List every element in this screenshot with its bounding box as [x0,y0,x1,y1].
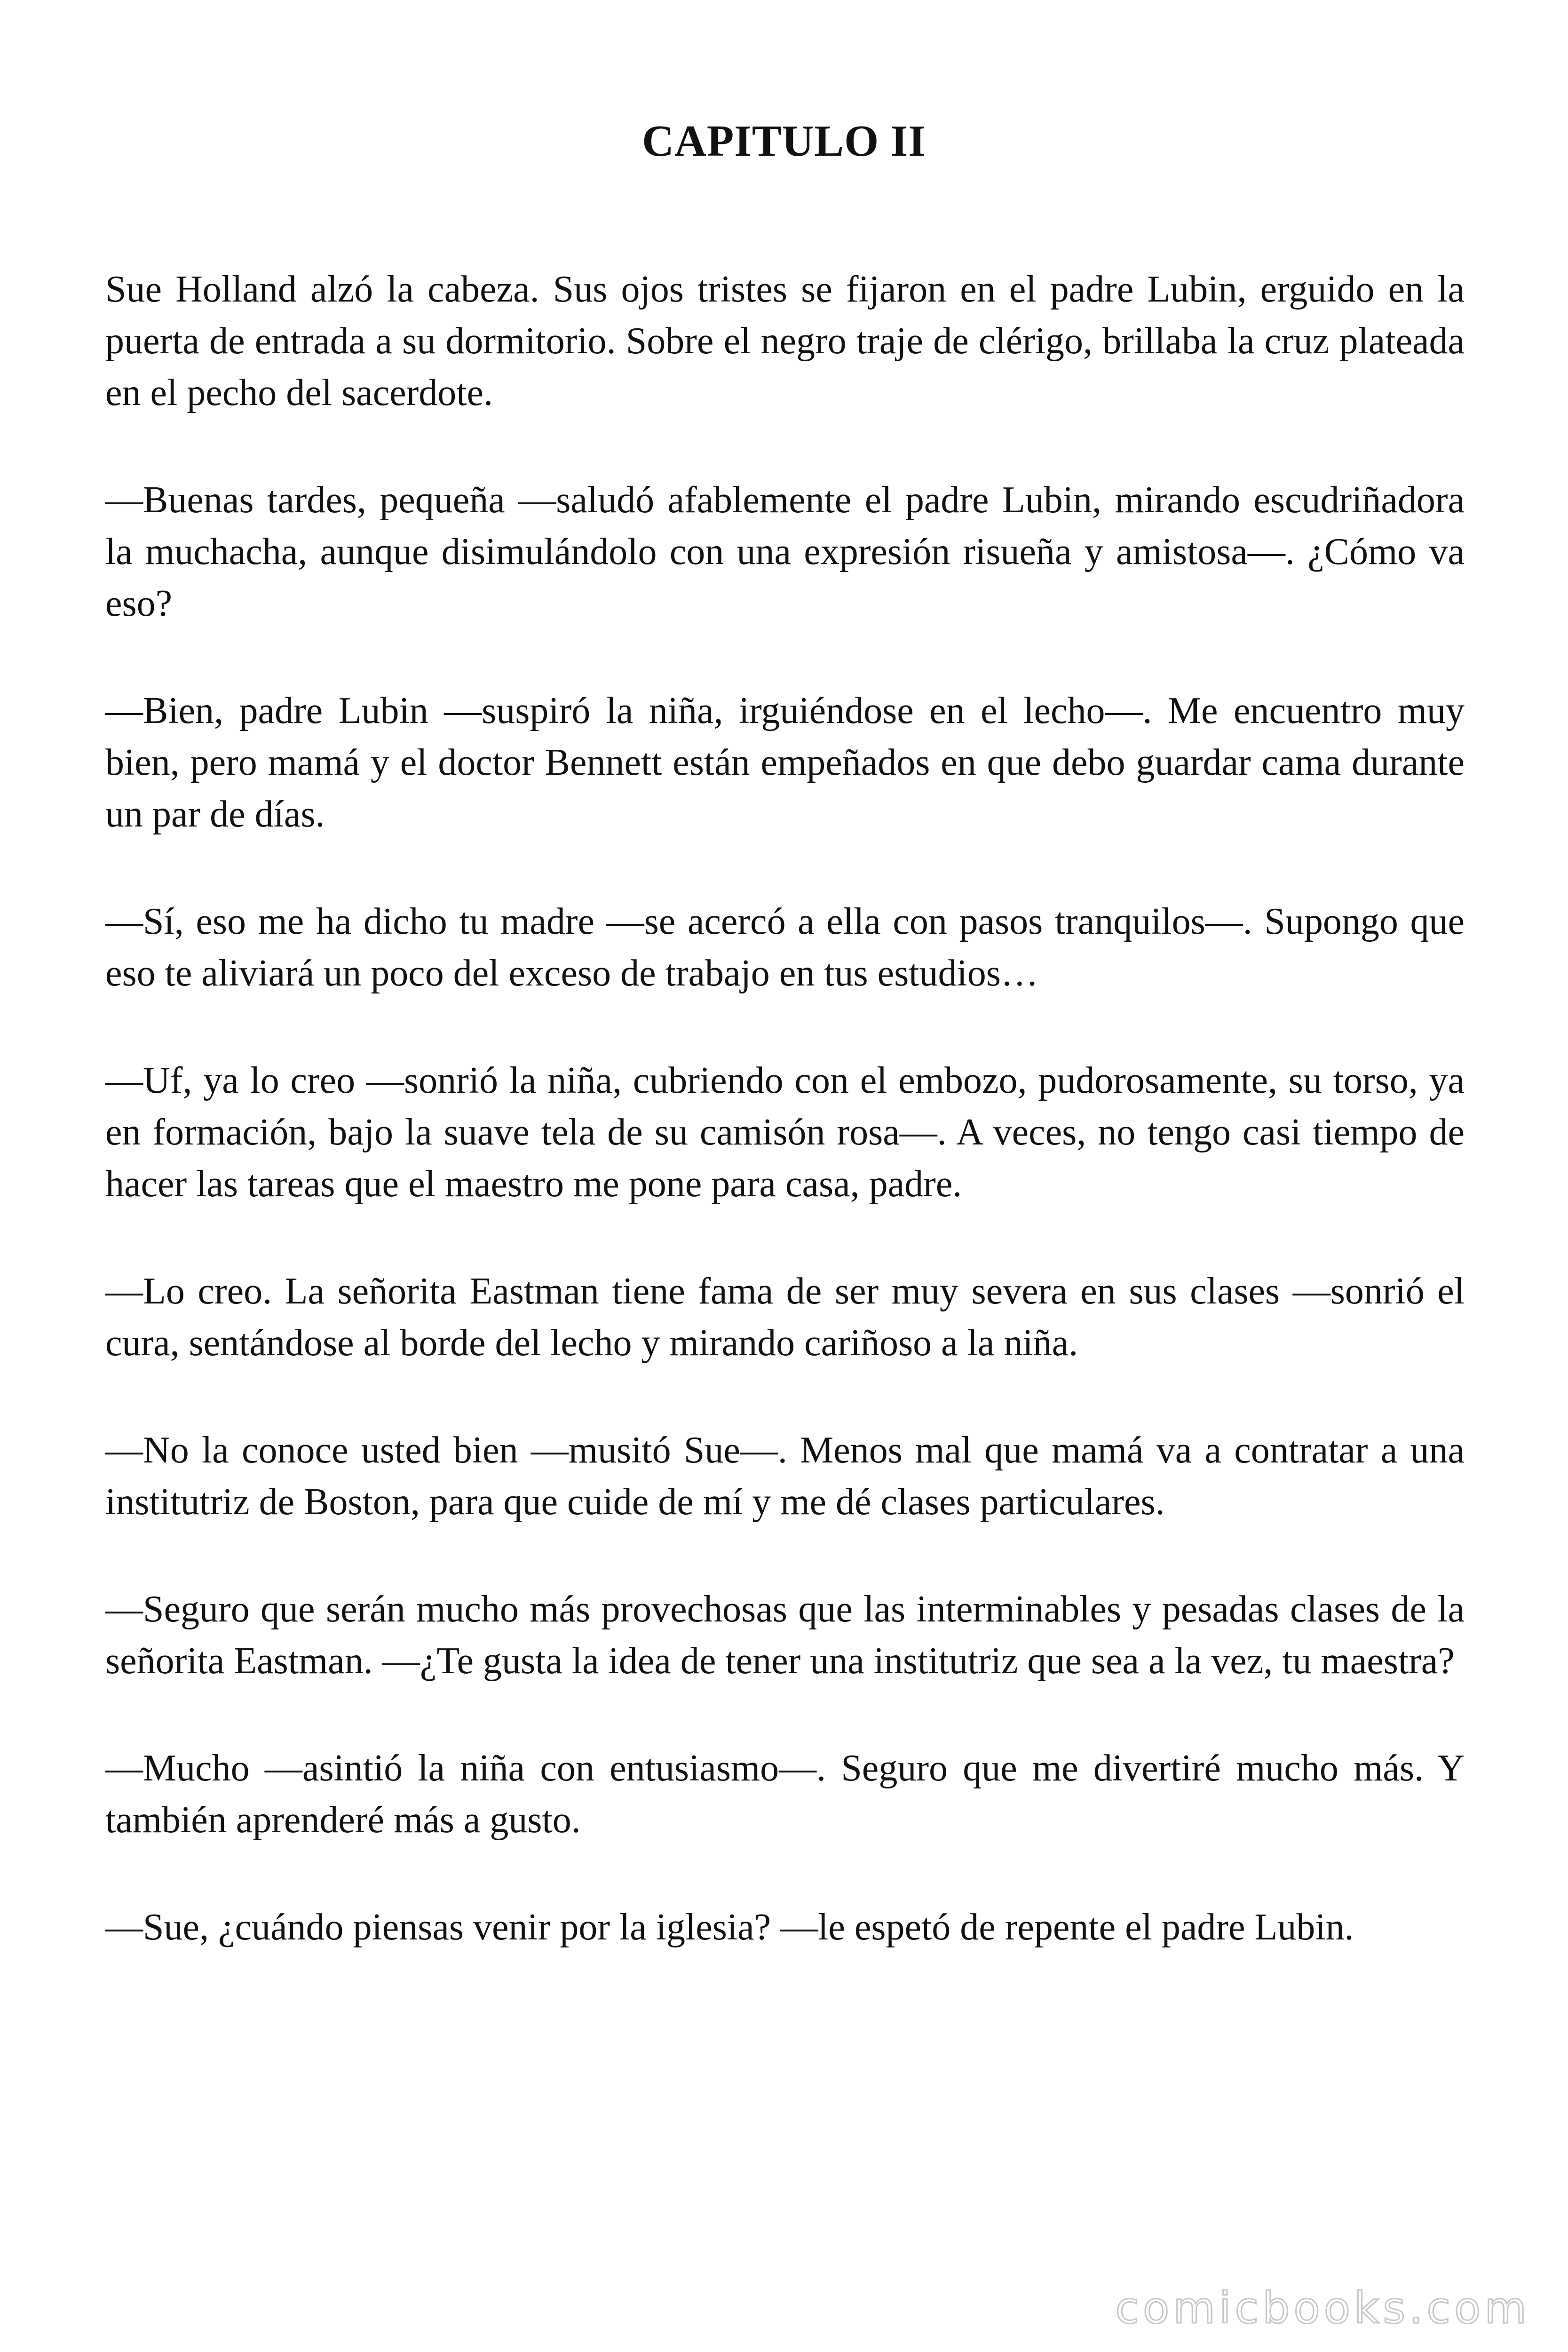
paragraph-5: —Uf, ya lo creo —sonrió la niña, cubriendo con el embozo, pudorosamente, su torso, ya en formación, bajo la suave tela de su camisón rosa—. A veces, no tengo casi tiempo de hacer las tareas que el maestro me pone para casa, padre. [105,1060,1465,1205]
paragraph-1: Sue Holland alzó la cabeza. Sus ojos tristes se fijaron en el padre Lubin, erguido en la puerta de entrada a su dormitorio. Sobre el negro traje de clérigo, brillaba la cruz plateada en el pecho del sacerdote. [105,269,1465,413]
paragraph-4: —Sí, eso me ha dicho tu madre —se acercó a ella con pasos tranquilos—. Supongo que eso te aliviará un poco del exceso de trabajo en tus estudios… [105,901,1465,994]
paragraph-8: —Seguro que serán mucho más provechosas que las interminables y pesadas clases de la señorita Eastman. —¿Te gusta la idea de tener una institutriz que sea a la vez, tu maestra? [105,1589,1465,1682]
chapter-body [105,263,1465,2009]
paragraph-7: —No la conoce usted bien —musitó Sue—. Menos mal que mamá va a contratar a una institutriz de Boston, para que cuide de mí y me dé clases particulares. [105,1430,1465,1523]
paragraph-2: —Buenas tardes, pequeña —saludó afablemente el padre Lubin, mirando escudriñadora la muchacha, aunque disimulándolo con una expresión risueña y amistosa—. ¿Cómo va eso? [105,479,1465,624]
paragraph-6: —Lo creo. La señorita Eastman tiene fama de ser muy severa en sus clases —sonrió el cura, sentándose al borde del lecho y mirando cariñoso a la niña. [105,1271,1465,1364]
paragraph-10: —Sue, ¿cuándo piensas venir por la iglesia? —le espetó de repente el padre Lubin. [105,1907,1354,1948]
paragraph-9: —Mucho —asintió la niña con entusiasmo—. Seguro que me divertiré mucho más. Y también aprenderé más a gusto. [105,1748,1465,1841]
paragraph-3: —Bien, padre Lubin —suspiró la niña, irguiéndose en el lecho—. Me encuentro muy bien, pero mamá y el doctor Bennett están empeñados en que debo guardar cama durante un par de días. [105,690,1465,835]
chapter-title: CAPITULO II [642,117,926,166]
watermark: comicbooks.com [1115,2283,1530,2333]
